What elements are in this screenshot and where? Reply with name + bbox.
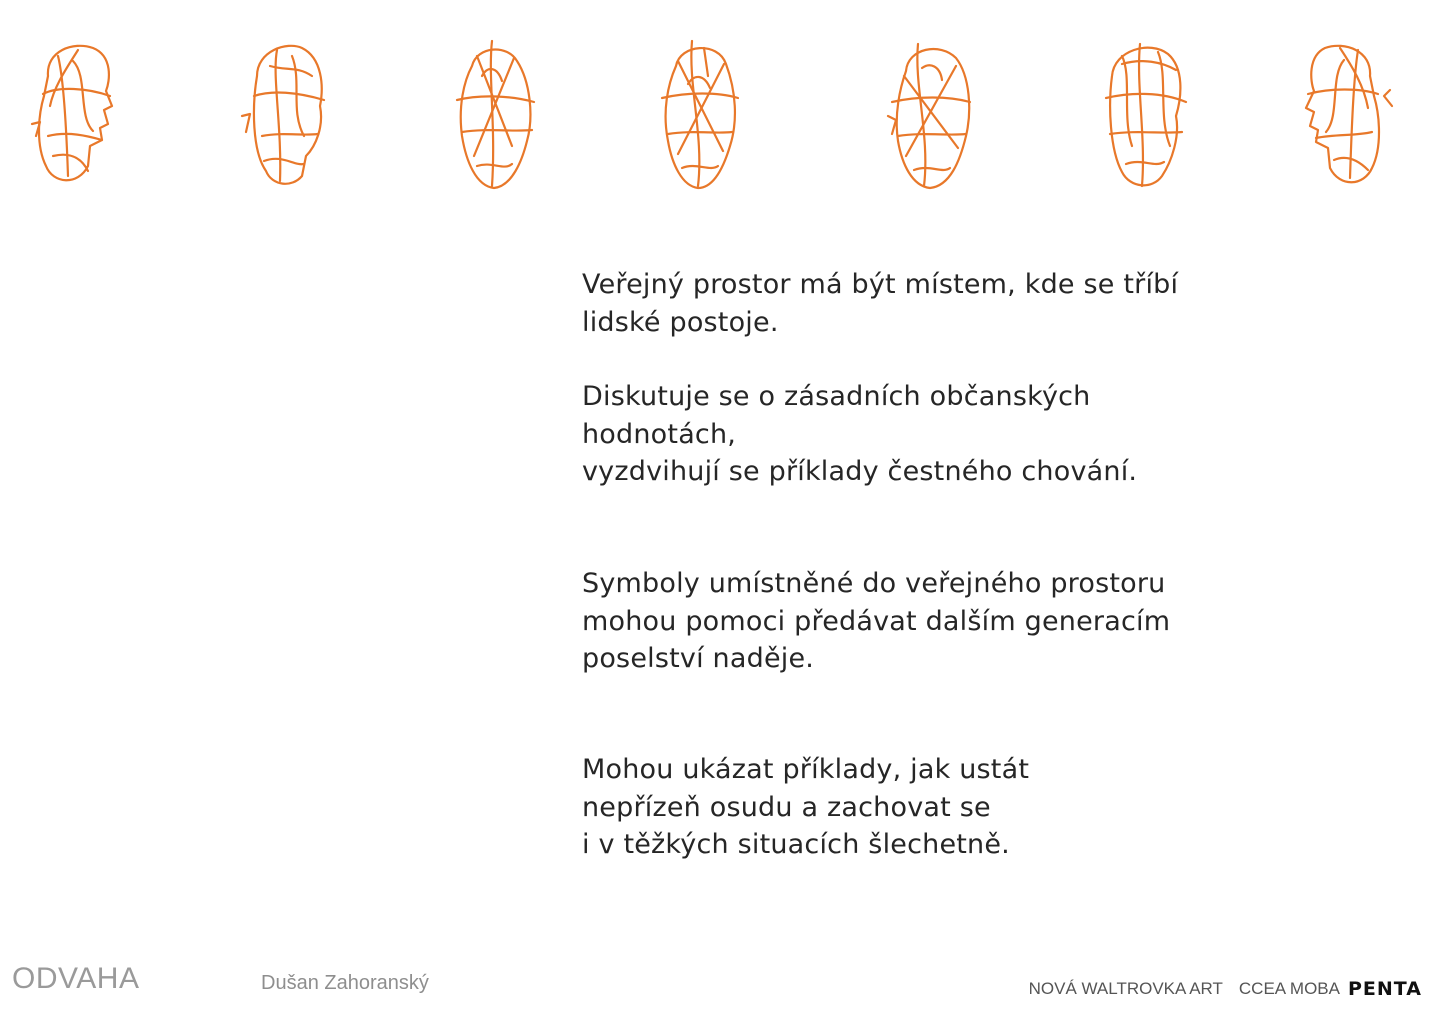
project-title: ODVAHA	[12, 962, 140, 995]
partner-penta-logo: PENTA	[1348, 978, 1422, 1000]
paragraph-line: Mohou ukázat příklady, jak ustát	[582, 754, 1030, 785]
wire-head-sculpture-2	[232, 36, 332, 196]
paragraph-line: hodnotách,	[582, 418, 737, 450]
paragraph-civic-values	[582, 378, 1137, 491]
partner-ccea-moba: CCEA MOBA	[1238, 979, 1340, 998]
paragraph-symbols	[582, 565, 1170, 678]
paragraph-line: Diskutuje se o zásadních občanských	[582, 381, 1091, 412]
wire-heads-row	[0, 36, 1448, 196]
author-name: Dušan Zahoranský	[261, 972, 429, 994]
paragraph-line: Veřejný prostor má být místem, kde se tříbí	[582, 269, 1179, 300]
partner-logos	[1029, 978, 1422, 1000]
paragraph-public-space	[582, 266, 1178, 341]
paragraph-line: Symboly umístněné do veřejného prostoru	[582, 568, 1166, 599]
paragraph-line: lidské postoje.	[582, 306, 779, 338]
wire-head-sculpture-4	[648, 36, 748, 196]
paragraph-line: mohou pomoci předávat dalším generacím	[582, 605, 1171, 637]
wire-head-sculpture-3	[442, 36, 542, 196]
paragraph-line: vyzdvihují se příklady čestného chování.	[582, 456, 1138, 487]
paragraph-line: poselství naděje.	[582, 643, 815, 674]
wire-head-sculpture-1	[18, 36, 118, 196]
wire-head-sculpture-7	[1300, 36, 1400, 196]
paragraph-line: i v těžkých situacích šlechetně.	[582, 829, 1010, 860]
wire-head-sculpture-5	[878, 36, 978, 196]
partner-nova-waltrovka: NOVÁ WALTROVKA ART	[1028, 979, 1223, 998]
wire-head-sculpture-6	[1092, 36, 1192, 196]
paragraph-line: nepřízeň osudu a zachovat se	[582, 791, 991, 823]
paragraph-examples	[582, 751, 1029, 864]
